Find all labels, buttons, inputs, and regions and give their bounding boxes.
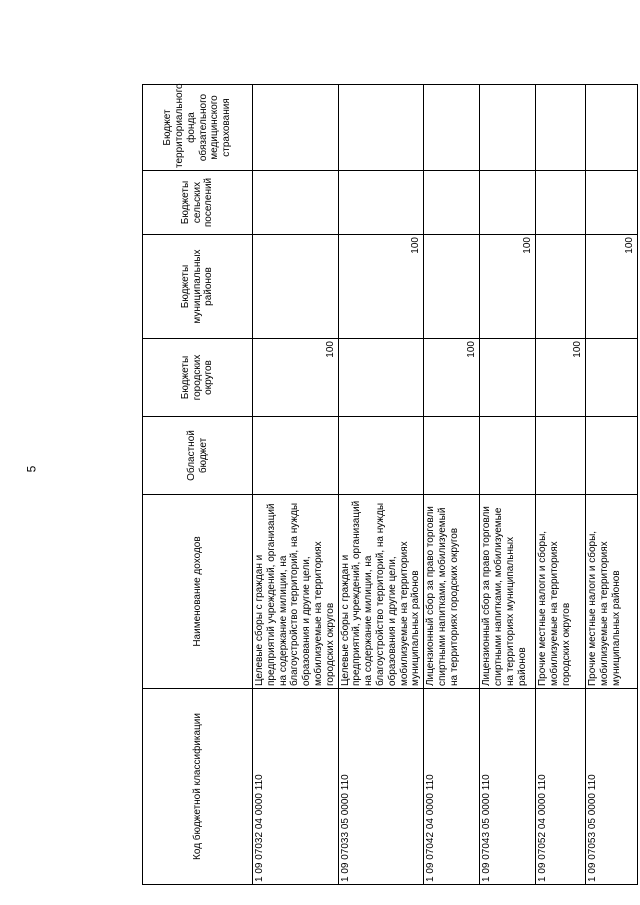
cell-name: Прочие местные налоги и сборы, мобилизуемые на территориях муниципальных районов (586, 495, 638, 689)
cell-fund (253, 85, 339, 171)
cell-name: Целевые сборы с граждан и предприятий, учреждений, организаций на содержание милиции, на благоустройство территорий, на нужды образования и другие цели, мобилизуемые на территориях муниципальных районов (338, 495, 424, 689)
cell-rural (480, 171, 536, 235)
cell-name: Прочие местные налоги и сборы, мобилизуемые на территориях городских округов (536, 495, 586, 689)
header-code: Код бюджетной классификации (143, 689, 253, 885)
header-city: Бюджеты городских округов (143, 339, 253, 417)
cell-district (536, 235, 586, 339)
cell-rural (536, 171, 586, 235)
cell-rural (338, 171, 424, 235)
header-name: Наименование доходов (143, 495, 253, 689)
header-fund: Бюджет территориального фонда обязательного медицинского страхования (143, 85, 253, 171)
rotated-table-container (142, 83, 636, 885)
header-district: Бюджеты муниципальных районов (143, 235, 253, 339)
cell-city (338, 339, 424, 417)
cell-code: 1 09 07043 05 0000 110 (480, 689, 536, 885)
cell-city: 100 (536, 339, 586, 417)
cell-district (253, 235, 339, 339)
cell-regional (480, 417, 536, 495)
cell-code: 1 09 07052 04 0000 110 (536, 689, 586, 885)
cell-fund (338, 85, 424, 171)
cell-rural (424, 171, 480, 235)
cell-district: 100 (586, 235, 638, 339)
cell-code: 1 09 07032 04 0000 110 (253, 689, 339, 885)
header-regional: Областной бюджет (143, 417, 253, 495)
cell-city (586, 339, 638, 417)
header-rural: Бюджеты сельских поселений (143, 171, 253, 235)
cell-code: 1 09 07053 05 0000 110 (586, 689, 638, 885)
cell-fund (480, 85, 536, 171)
cell-regional (338, 417, 424, 495)
cell-city: 100 (424, 339, 480, 417)
cell-name: Лицензионный сбор за право торговли спиртными напитками, мобилизуемые на территориях муниципальных районов (480, 495, 536, 689)
page-number: 5 (24, 465, 39, 473)
table-row (424, 85, 480, 885)
cell-city (480, 339, 536, 417)
cell-regional (253, 417, 339, 495)
cell-regional (536, 417, 586, 495)
cell-district: 100 (338, 235, 424, 339)
cell-name: Лицензионный сбор за право торговли спиртными напитками, мобилизуемый на территориях городских округов (424, 495, 480, 689)
cell-regional (586, 417, 638, 495)
cell-rural (586, 171, 638, 235)
cell-fund (536, 85, 586, 171)
table-row (338, 85, 424, 885)
table-row (586, 85, 638, 885)
cell-city: 100 (253, 339, 339, 417)
table-header-row (143, 85, 253, 885)
table-row (536, 85, 586, 885)
cell-regional (424, 417, 480, 495)
revenue-distribution-table (142, 84, 638, 885)
cell-code: 1 09 07042 04 0000 110 (424, 689, 480, 885)
cell-district (424, 235, 480, 339)
cell-fund (586, 85, 638, 171)
cell-district: 100 (480, 235, 536, 339)
cell-rural (253, 171, 339, 235)
table-row (480, 85, 536, 885)
table-row (253, 85, 339, 885)
cell-code: 1 09 07033 05 0000 110 (338, 689, 424, 885)
cell-name: Целевые сборы с граждан и предприятий учреждений, организаций на содержание милиции, на благоустройство территорий, на нужды образования и другие цели, мобилизуемые на территориях городских округов (253, 495, 339, 689)
cell-fund (424, 85, 480, 171)
